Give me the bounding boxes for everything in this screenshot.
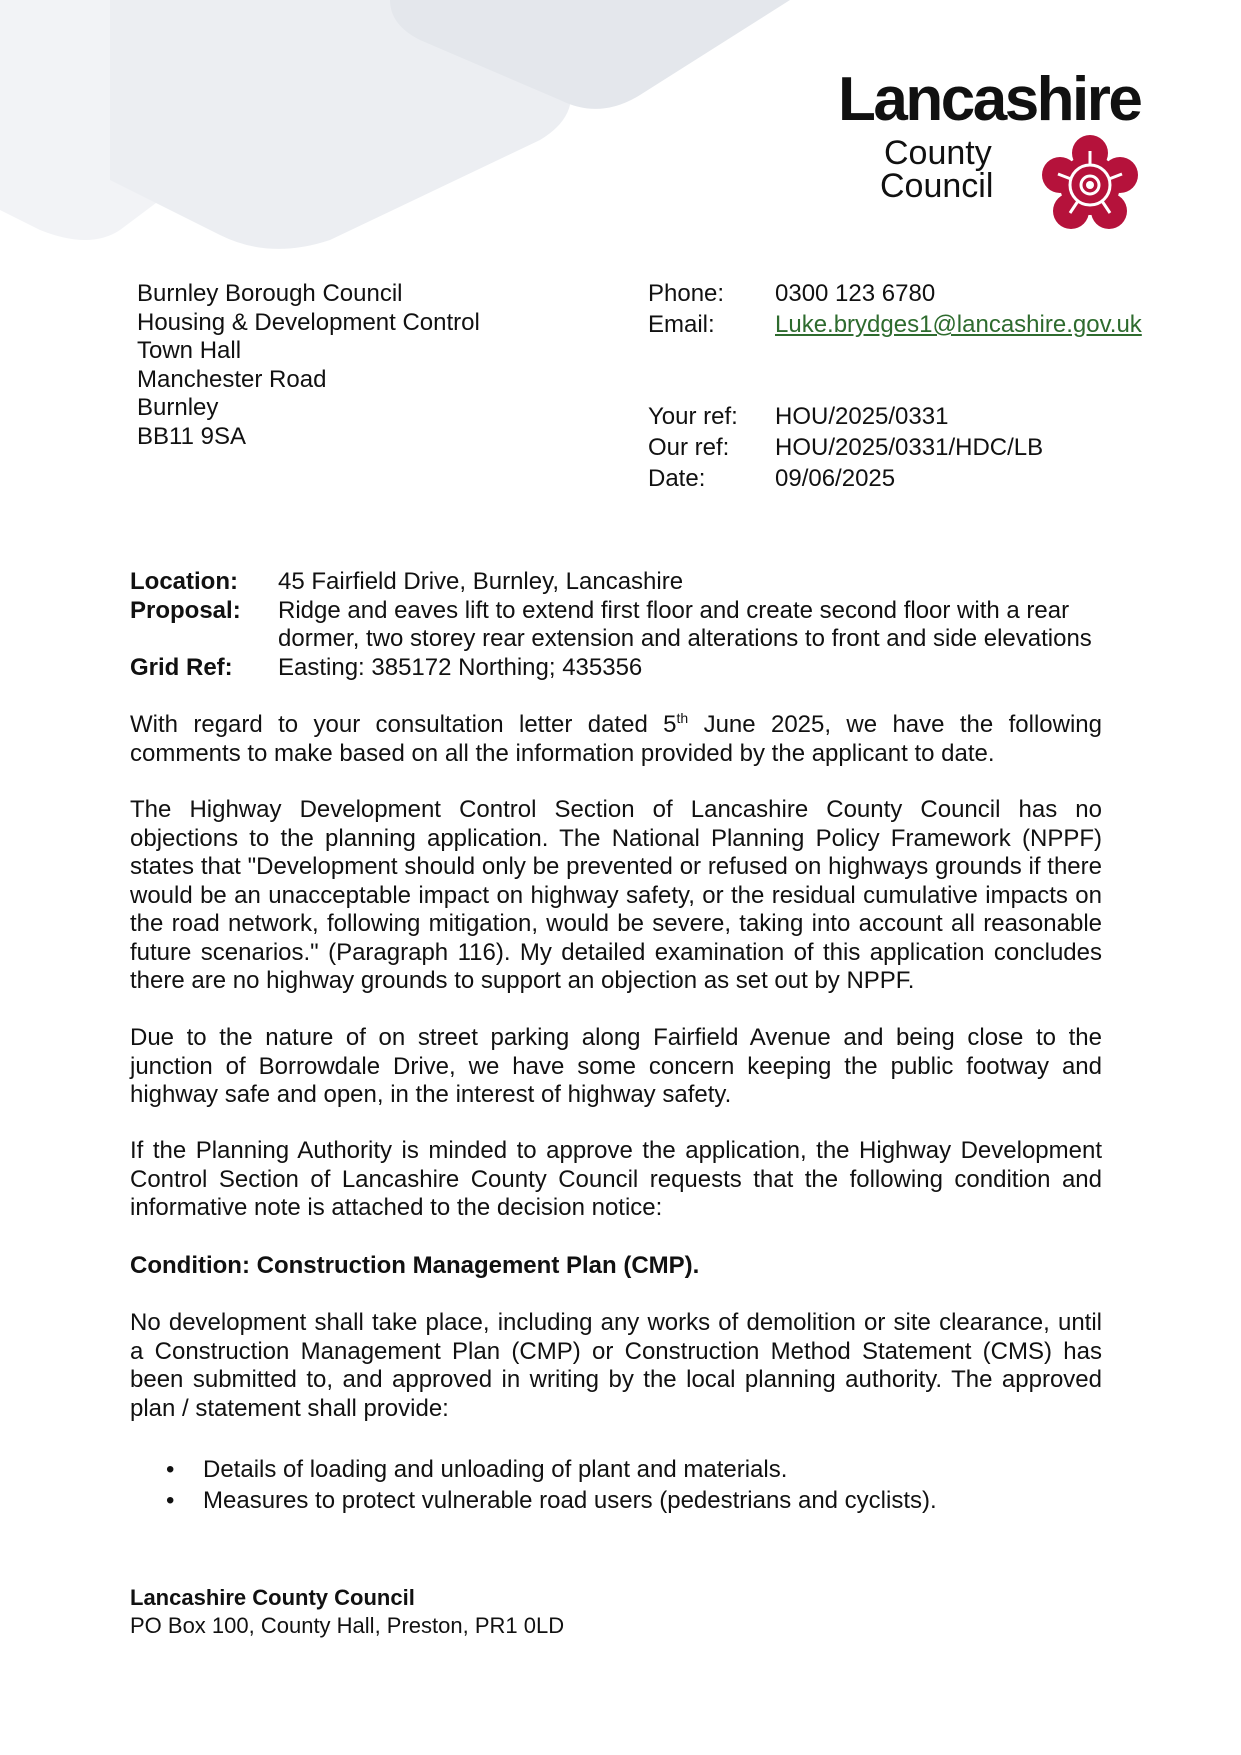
red-rose-icon — [1032, 130, 1148, 240]
location-label: Location: — [130, 568, 238, 595]
date-row — [648, 463, 1043, 494]
parking-concern-paragraph: Due to the nature of on street parking along Fairfield Avenue and being close to the junction of Borrowdale Drive, we have some concern keeping the public footway and highway safe and open, in the interest of highway safety. — [130, 1024, 1102, 1108]
intro-text-start: With regard to your consultation letter dated 5 — [130, 711, 677, 738]
email-link[interactable]: Luke.brydges1@lancashire.gov.uk — [775, 311, 1142, 338]
bullet-text: Details of loading and unloading of plant and materials. — [203, 1456, 788, 1483]
highway-assessment-paragraph: The Highway Development Control Section of Lancashire County Council has no objections to the planning application. The National Planning Policy Framework (NPPF) states that "Development should only be prevented or refused on highways grounds if there would be an unacceptable impact on highway safety, or the residual cumulative impacts on the road network, following mitigation, would be severe, taking into account all reasonable future scenarios." (Paragraph 116). My detailed examination of this application concludes there are no highway grounds to support an objection as set out by NPPF. — [130, 796, 1102, 994]
list-item — [130, 1485, 1110, 1516]
your-ref-label: Your ref: — [648, 403, 738, 430]
your-ref-value: HOU/2025/0331 — [775, 403, 949, 430]
our-ref-row — [648, 432, 1043, 463]
address-line: Housing & Development Control — [137, 308, 480, 336]
our-ref-value: HOU/2025/0331/HDC/LB — [775, 434, 1044, 461]
email-row — [648, 309, 1142, 340]
date-value: 09/06/2025 — [775, 465, 896, 492]
bullet-text: Measures to protect vulnerable road users (pedestrians and cyclists). — [203, 1487, 937, 1514]
lancashire-county-council-logo — [838, 65, 1168, 228]
application-details — [130, 568, 1130, 682]
phone-row — [648, 278, 1142, 309]
our-ref-label: Our ref: — [648, 434, 730, 461]
bullet-marker: • — [166, 1487, 175, 1514]
ordinal-suffix: th — [676, 710, 689, 726]
proposal-label: Proposal: — [130, 596, 241, 624]
date-label: Date: — [648, 465, 706, 492]
address-line: BB11 9SA — [137, 422, 246, 450]
address-line: Burnley Borough Council — [137, 280, 403, 307]
page-footer — [130, 1584, 564, 1640]
location-value: 45 Fairfield Drive, Burnley, Lancashire — [278, 568, 684, 595]
condition-bullet-list — [130, 1454, 1110, 1516]
logo-council-text: Council — [880, 167, 994, 205]
intro-text-end: June 2025, we have the following comments to make based on all the information provided by the applicant to date. — [130, 711, 1102, 767]
reference-details — [648, 401, 1043, 494]
phone-value: 0300 123 6780 — [775, 280, 936, 307]
email-label: Email: — [648, 311, 715, 338]
proposal-value: Ridge and eaves lift to extend first floor and create second floor with a rear dormer, two storey rear extension and alterations to front and side elevations — [278, 596, 1092, 652]
logo-wordmark: Lancashire — [838, 65, 1141, 134]
address-line: Manchester Road — [137, 365, 327, 393]
address-line: Burnley — [137, 394, 219, 421]
location-row — [130, 568, 1130, 597]
phone-label: Phone: — [648, 280, 725, 307]
grid-ref-value: Easting: 385172 Northing; 435356 — [278, 653, 643, 681]
your-ref-row — [648, 401, 1043, 432]
contact-details — [648, 278, 1142, 340]
recipient-address — [137, 280, 480, 451]
grid-ref-row — [130, 654, 1130, 683]
condition-heading: Condition: Construction Management Plan (CMP). — [130, 1252, 700, 1279]
footer-address: PO Box 100, County Hall, Preston, PR1 0LD — [130, 1613, 565, 1638]
approval-request-paragraph: If the Planning Authority is minded to approve the application, the Highway Development Control Section of Lancashire County Council requests that the following condition and informative note is attached to the decision notice: — [130, 1137, 1102, 1221]
intro-paragraph — [130, 711, 1102, 768]
footer-organisation: Lancashire County Council — [130, 1585, 415, 1610]
address-line: Town Hall — [137, 337, 242, 364]
proposal-row — [130, 597, 1130, 654]
condition-paragraph: No development shall take place, including any works of demolition or site clearance, until a Construction Management Plan (CMP) or Construction Method Statement (CMS) has been submitted to, and approved in writing by the local planning authority. The approved plan / statement shall provide: — [130, 1309, 1102, 1422]
grid-ref-label: Grid Ref: — [130, 653, 233, 681]
logo-county-text: County — [884, 134, 992, 172]
list-item — [130, 1454, 1110, 1485]
bullet-marker: • — [166, 1456, 175, 1483]
